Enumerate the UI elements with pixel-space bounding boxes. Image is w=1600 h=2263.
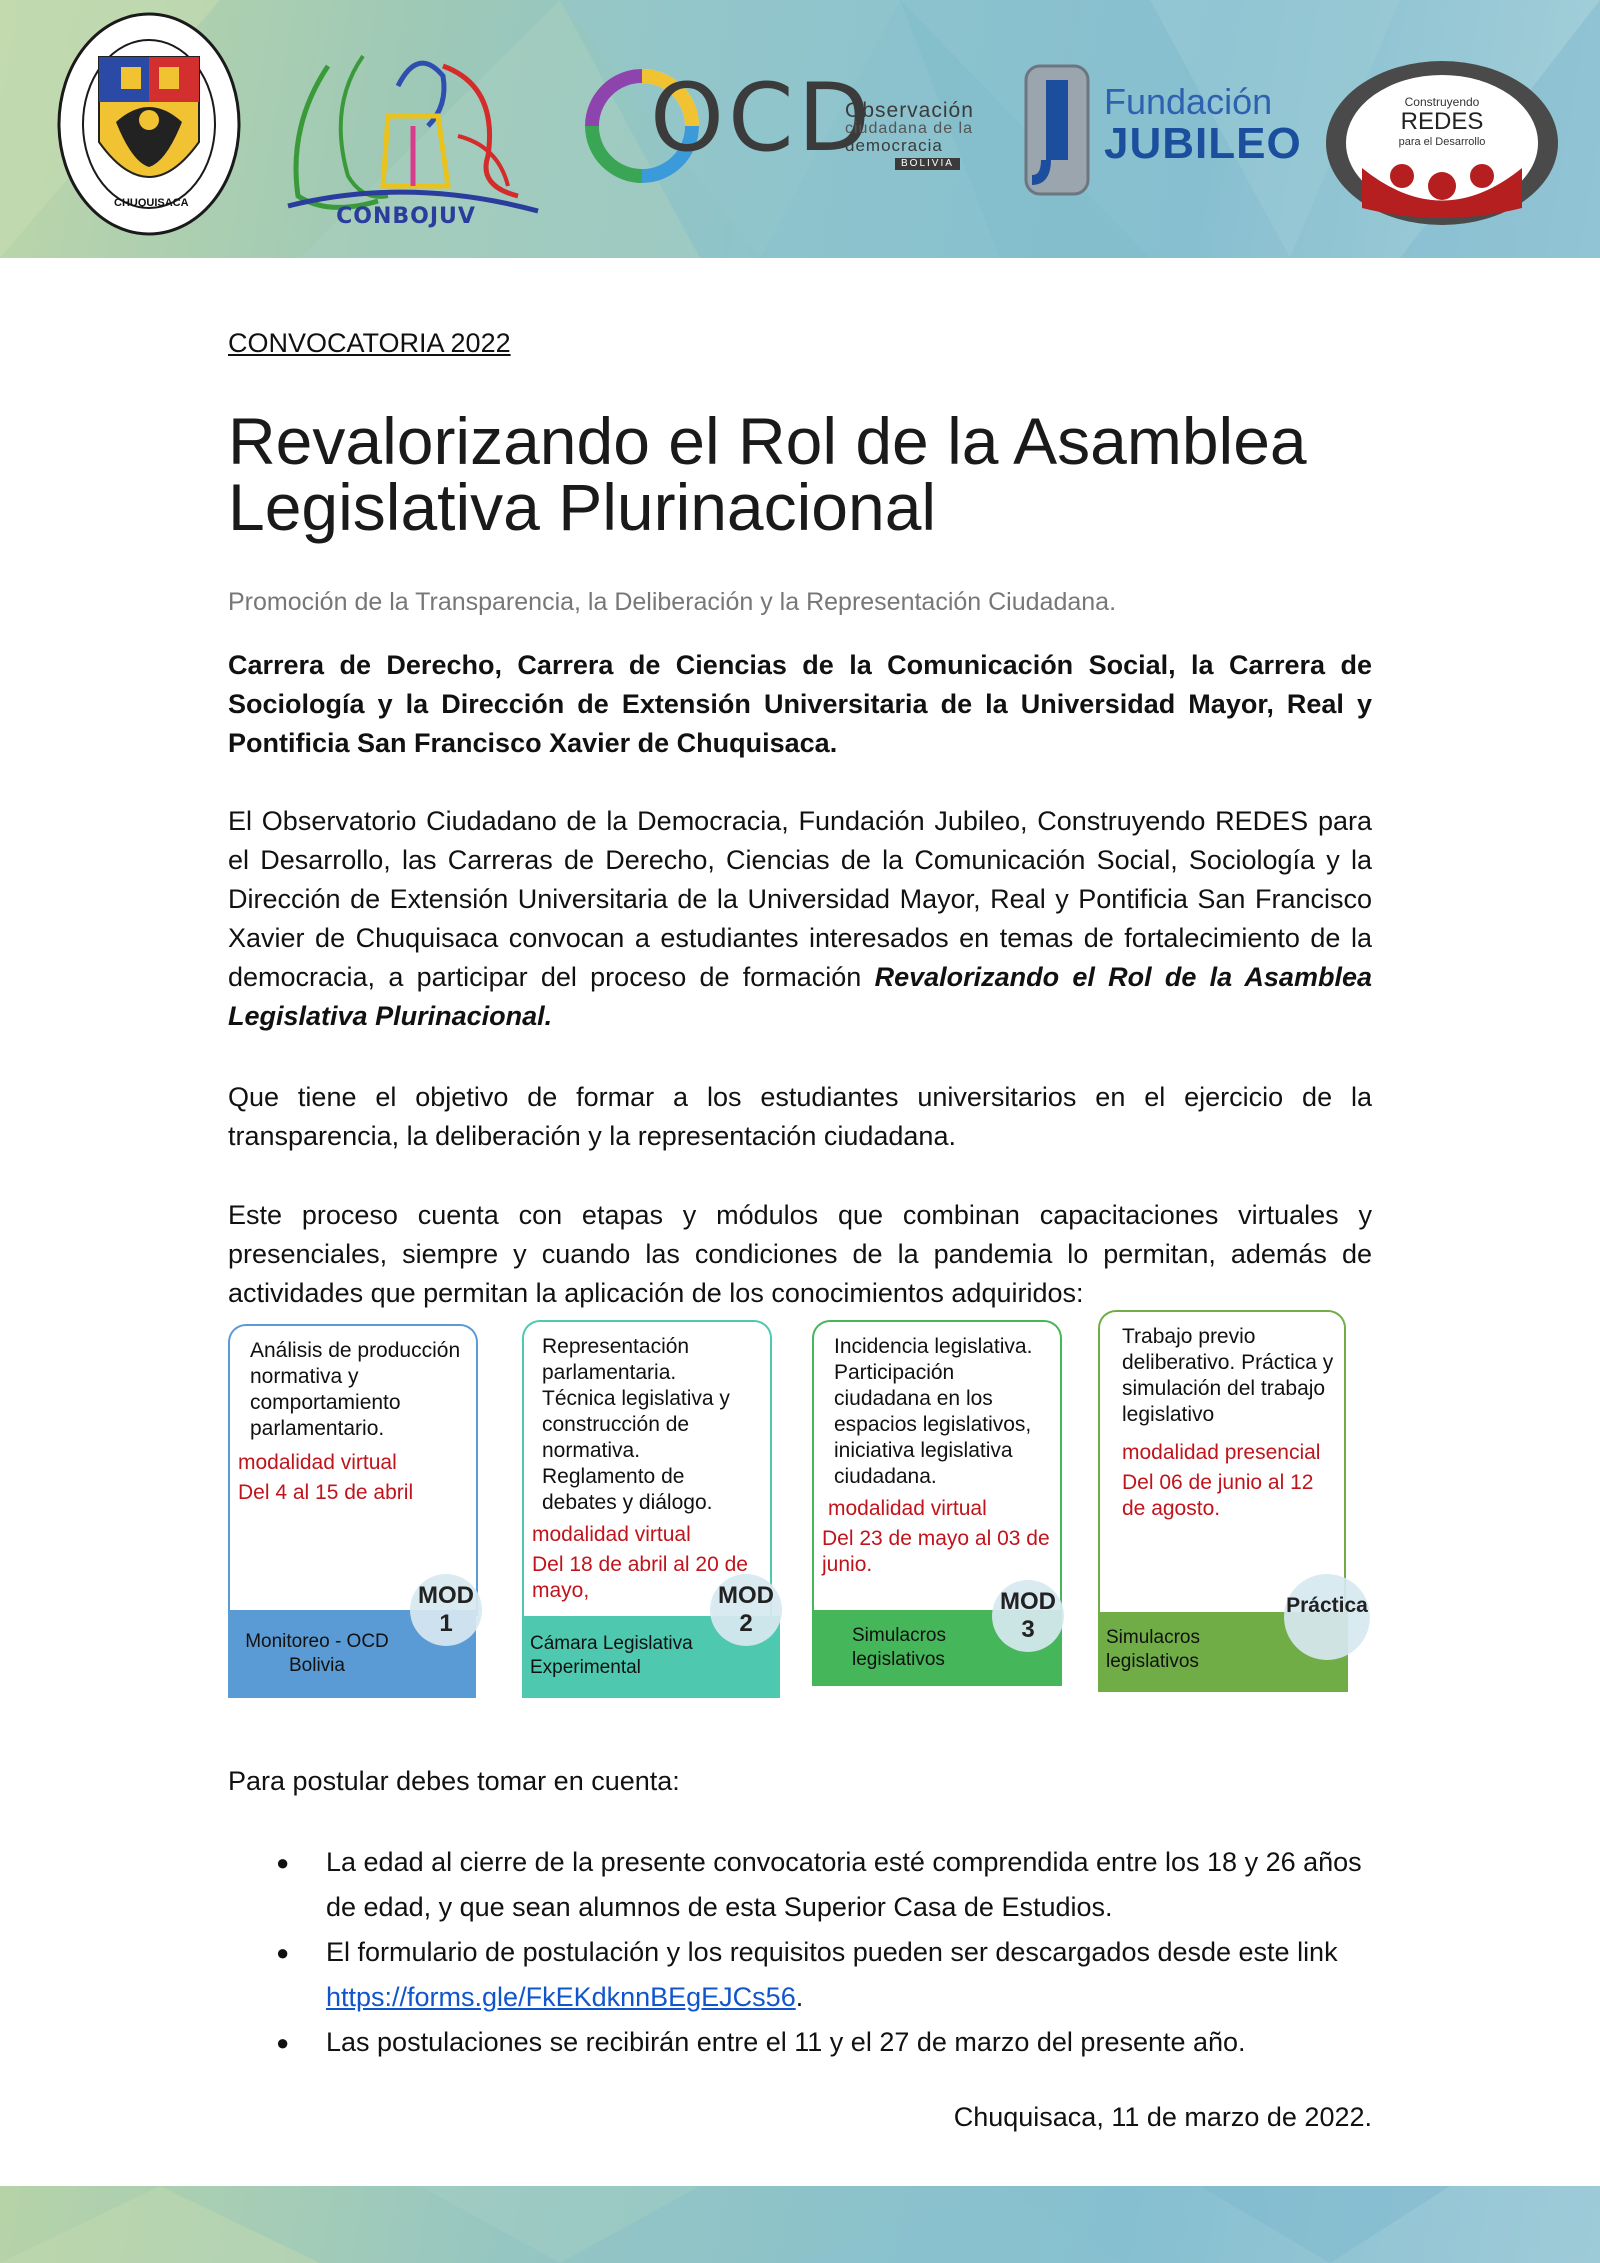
- bullet-icon: ●: [276, 1940, 290, 1965]
- organizers-paragraph: Carrera de Derecho, Carrera de Ciencias de la Comunicación Social, la Carrera de Sociología y la Dirección de Extensión Universitaria de la Universidad Mayor, Real y Pontificia San Francisco Xavier de Chuquisaca.: [228, 650, 1372, 758]
- objective-paragraph: Que tiene el objetivo de formar a los estudiantes universitarios en el ejercicio de la transparencia, la deliberación y la representación ciudadana.: [228, 1082, 1372, 1151]
- requirement-text-2-suffix: .: [795, 1982, 804, 2012]
- module-1-badge: [410, 1574, 482, 1646]
- practica-footer: Simulacros legislativos: [1106, 1627, 1200, 1672]
- jubileo-line2: JUBILEO: [1104, 119, 1302, 168]
- requirements-list: [276, 1840, 1372, 2065]
- redes-line1: Construyendo: [1404, 95, 1480, 109]
- ocd-subtitle: [845, 100, 974, 170]
- module-2-badge-line2: 2: [739, 1610, 753, 1637]
- title-line1: Revalorizando el Rol de la Asamblea: [228, 404, 1307, 478]
- conbojuv-name: CONBOJUV: [336, 204, 476, 229]
- module-1-badge-line2: 1: [439, 1610, 453, 1637]
- bullet-icon: ●: [276, 2030, 290, 2055]
- application-form-link[interactable]: https://forms.gle/FkEKdknnBEgEJCs56: [326, 1982, 796, 2012]
- requirement-text-1: La edad al cierre de la presente convocatoria esté comprendida entre los 18 y 26 años de edad, y que sean alumnos de esta Superior Casa de Estudios.: [326, 1847, 1362, 1922]
- module-2-footer: Cámara Legislativa Experimental: [530, 1633, 693, 1678]
- module-3-description: Incidencia legislativa. Participación ciudadana en los espacios legislativos, iniciativa legislativa ciudadana.: [834, 1335, 1033, 1488]
- requirement-item-3: [276, 2020, 1372, 2065]
- module-2-badge: [710, 1574, 782, 1646]
- module-1-badge-line1: MOD: [418, 1582, 474, 1609]
- module-3-badge: [992, 1580, 1064, 1652]
- requirement-text-3: Las postulaciones se recibirán entre el 11 y el 27 de marzo del presente año.: [326, 2027, 1246, 2057]
- footer-pattern: [0, 2186, 1600, 2263]
- module-card-practica: [1098, 1310, 1372, 1692]
- document-title: [228, 404, 1372, 544]
- practica-description: Trabajo previo deliberativo. Práctica y simulación del trabajo legislativo: [1122, 1325, 1334, 1426]
- ocd-letters: OCD: [650, 64, 875, 173]
- practica-modality: modalidad presencial: [1122, 1441, 1321, 1464]
- call-text: El Observatorio Ciudadano de la Democracia, Fundación Jubileo, Construyendo REDES para el Desarrollo, las Carreras de Derecho, Ciencias de la Comunicación Social, Sociología y la Dirección de Extensión Universitaria de la Universidad Mayor, Real y Pontificia San Francisco Xavier de Chuquisaca convocan a estudiantes interesados en temas de fortalecimiento de la democracia, a participar del proceso de formación: [228, 806, 1372, 992]
- module-3-modality: modalidad virtual: [828, 1497, 987, 1520]
- redes-line3: para el Desarrollo: [1398, 136, 1486, 148]
- call-emphasis: Revalorizando el Rol de la Asamblea Legislativa Plurinacional.: [228, 962, 1372, 1031]
- requirement-text-2: El formulario de postulación y los requisitos pueden ser descargados desde este link: [326, 1937, 1338, 1967]
- process-paragraph: Este proceso cuenta con etapas y módulos que combinan capacitaciones virtuales y presenciales, siempre y cuando las condiciones de la pandemia lo permitan, además de actividades que permitan la aplicación de los conocimientos adquiridos:: [228, 1200, 1372, 1308]
- requirements-intro: Para postular debes tomar en cuenta:: [228, 1766, 680, 1796]
- call-paragraph: [228, 802, 1372, 1036]
- convocatoria-heading: CONVOCATORIA 2022: [228, 328, 511, 358]
- module-3-dates: Del 23 de mayo al 03 de junio.: [822, 1527, 1050, 1576]
- ocd-line1: Observación: [845, 99, 974, 122]
- jubileo-line1: Fundación: [1104, 81, 1273, 122]
- redes-line2: REDES: [1400, 108, 1484, 135]
- requirement-item-2: [276, 1930, 1372, 2020]
- module-2-description: Representación parlamentaria. Técnica legislativa y construcción de normativa. Reglamento de debates y diálogo.: [542, 1335, 730, 1514]
- document-subtitle: Promoción de la Transparencia, la Deliberación y la Representación Ciudadana.: [228, 588, 1117, 616]
- module-card-2: [522, 1320, 792, 1698]
- module-card-3: [812, 1320, 1082, 1686]
- module-3-badge-line2: 3: [1021, 1616, 1035, 1643]
- practica-dates: Del 06 de junio al 12 de agosto.: [1122, 1471, 1314, 1520]
- practica-badge-line1: Práctica: [1286, 1594, 1368, 1617]
- module-card-1: [228, 1324, 478, 1698]
- bullet-icon: ●: [276, 1850, 290, 1875]
- module-1-description: Análisis de producción normativa y comportamiento parlamentario.: [250, 1339, 461, 1440]
- module-2-modality: modalidad virtual: [532, 1523, 691, 1546]
- requirement-item-1: [276, 1840, 1372, 1930]
- module-2-dates: Del 18 de abril al 20 de mayo,: [532, 1553, 748, 1602]
- practica-badge: [1284, 1574, 1370, 1660]
- seal-ring-bottom: CHUQUISACA: [114, 197, 189, 209]
- title-line2: Legislativa Plurinacional: [228, 470, 937, 544]
- module-1-modality: modalidad virtual: [238, 1451, 397, 1474]
- module-1-footer: Monitoreo - OCD Bolivia: [245, 1631, 389, 1676]
- module-1-dates: Del 4 al 15 de abril: [238, 1481, 414, 1504]
- module-3-badge-line1: MOD: [1000, 1588, 1056, 1615]
- module-3-footer: Simulacros legislativos: [852, 1625, 946, 1670]
- ocd-line2: ciudadana de la: [845, 120, 973, 137]
- place-and-date: Chuquisaca, 11 de marzo de 2022.: [953, 2102, 1372, 2132]
- ocd-line4: BOLIVIA: [895, 158, 960, 170]
- university-seal-logo: [56, 12, 242, 238]
- ocd-line3: democracia: [845, 136, 943, 155]
- module-2-badge-line1: MOD: [718, 1582, 774, 1609]
- footer-banner: [0, 2186, 1600, 2263]
